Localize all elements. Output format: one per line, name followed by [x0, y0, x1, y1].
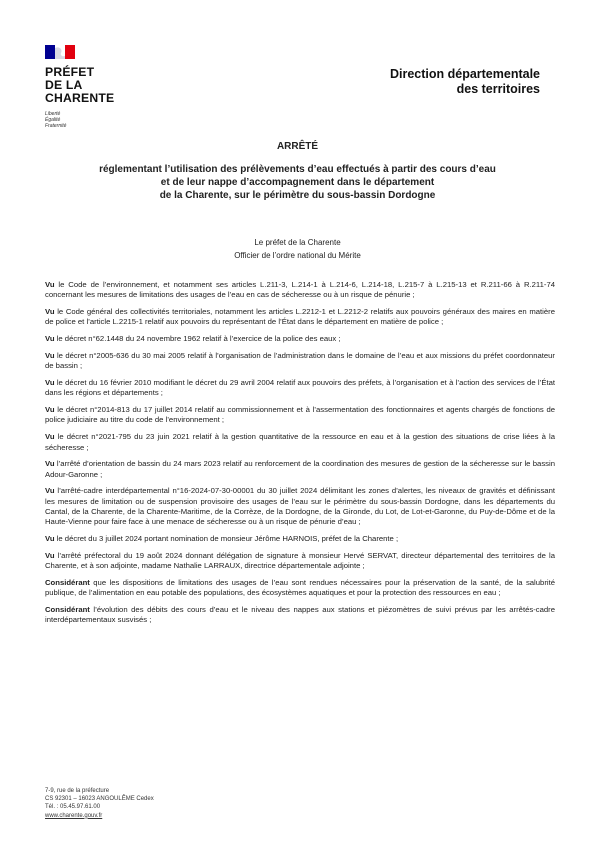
- document-subtitle: [40, 163, 555, 203]
- visa-keyword: Vu: [45, 432, 55, 442]
- issuing-direction: [390, 67, 540, 97]
- subtitle-line: de la Charente, sur le périmètre du sous-bassin Dordogne: [159, 190, 436, 202]
- considerant-text: que les dispositions de limitations des usages de l’eau sont rendues nécessaires pour la préservation de la santé, de la salubrité publique, de l’alimentation en eau potable des populations, des écosystèmes aquatiques et pour la protection des ressources en eau ;: [45, 578, 555, 598]
- visa-keyword: Vu: [45, 486, 55, 496]
- footer-address: [45, 787, 154, 820]
- motto-line: Fraternité: [45, 123, 67, 130]
- visa-text: l’arrêté préfectoral du 19 août 2024 donnant délégation de signature à monsieur Hervé SERVAT, directeur départemental des territoires de la Charente, et à son adjointe, madame Nathalie LARRAUX, directrice départementale adjointe ;: [45, 550, 555, 571]
- visa-paragraph: [45, 551, 555, 572]
- prefect-title: Le préfet de la Charente: [254, 238, 341, 247]
- visa-paragraph: [45, 280, 555, 301]
- visa-paragraph: [45, 534, 555, 544]
- visa-text: l’arrêté d’orientation de bassin du 24 mars 2023 relatif au renforcement de la coordination des mesures de gestion de la sécheresse sur le bassin Adour-Garonne ;: [45, 459, 555, 479]
- subtitle-line: réglementant l’utilisation des prélèvements d’eau effectués à partir des cours d’eau: [99, 164, 496, 175]
- considerant-keyword: Considérant: [45, 605, 90, 615]
- considerant-text: l’évolution des débits des cours d’eau et le niveau des nappes aux stations et piézomètres de suivi prévus par les arrêtés-cadre interdépartementaux susvisés ;: [45, 605, 555, 625]
- visa-keyword: Vu: [45, 350, 55, 360]
- website-link[interactable]: www.charente.gouv.fr: [45, 812, 103, 819]
- direction-line: Direction départementale: [389, 67, 540, 81]
- prefecture-line: CHARENTE: [45, 91, 115, 105]
- direction-line: des territoires: [456, 82, 540, 96]
- prefecture-line: DE LA: [45, 78, 83, 92]
- visa-text: le décret n°62.1448 du 24 novembre 1962 relatif à l’exercice de la police des eaux ;: [54, 334, 341, 344]
- visa-paragraph: [45, 351, 555, 372]
- visa-text: le décret du 3 juillet 2024 portant nomination de monsieur Jérôme HARNOIS, préfet de la Charente ;: [54, 534, 399, 544]
- visa-text: l’arrêté-cadre interdépartemental n°16-2024-07-30-00001 du 30 juillet 2024 délimitant les zones d’alertes, les niveaux de gravités et définissant les mesures de limitation ou de suspension provisoire des usages de l’eau sur le périmètre du sous-bassin Dordogne, dans les départements du Cantal, de la Charente, de la Charente-Maritime, de la Corrèze, de la Dordogne, de la Gironde, du Lot, de Lot-et-Garonne, du Puy-de-Dôme et de la Haute-Vienne pour faire face à une menace de sécheresse ou à un risque de pénurie d’eau ;: [45, 486, 555, 527]
- visa-text: le décret n°2005-636 du 30 mai 2005 relatif à l’organisation de l’administration dans le domaine de l’eau et aux missions du préfet coordonnateur de bassin ;: [45, 350, 555, 371]
- document-title: ARRÊTÉ: [276, 141, 319, 152]
- address-line: 7-9, rue de la préfecture: [45, 788, 110, 794]
- prefecture-line: PRÉFET: [45, 65, 95, 79]
- motto-line: Liberté: [45, 111, 61, 117]
- visa-paragraph: [45, 405, 555, 426]
- visa-paragraph: [45, 432, 555, 453]
- visa-keyword: Vu: [45, 534, 55, 544]
- visa-keyword: Vu: [45, 280, 55, 289]
- visa-keyword: Vu: [45, 405, 55, 415]
- subtitle-line: et de leur nappe d’accompagnement dans le département: [160, 177, 435, 189]
- prefect-signatory: [0, 237, 595, 262]
- document-body: [45, 280, 555, 632]
- visa-paragraph: [45, 378, 555, 399]
- marianne-logo-icon: [45, 45, 75, 59]
- visa-text: le Code de l’environnement, et notamment ses articles L.211-3, L.214-1 à L.214-6, L.214-18, L.215-7 à L.215-13 et R.211-66 à R.211-74 concernant les mesures de limitations des usages de l’eau en cas de sécheresse ou à un risque de pénurie ;: [45, 280, 555, 300]
- visa-text: le décret du 16 février 2010 modifiant le décret du 29 avril 2004 relatif aux pouvoirs des préfets, à l’organisation et à l’action des services de l’État dans les régions et départements ;: [45, 378, 555, 398]
- address-line: CS 92301 – 16023 ANGOULÊME Cedex: [45, 796, 154, 803]
- visa-paragraph: [45, 486, 555, 527]
- considerant-keyword: Considérant: [45, 578, 90, 588]
- visa-paragraph: [45, 307, 555, 328]
- visa-text: le décret n°2021-795 du 23 juin 2021 relatif à la gestion quantitative de la ressource en eau et à la gestion des situations de crise liées à la sécheresse ;: [45, 432, 555, 452]
- motto-line: Égalité: [45, 117, 61, 124]
- prefect-order: Officier de l’ordre national du Mérite: [234, 250, 361, 260]
- visa-keyword: Vu: [45, 550, 55, 560]
- visa-keyword: Vu: [45, 334, 55, 344]
- visa-text: le Code général des collectivités territoriales, notamment les articles L.2212-1 et L.2212-2 relatifs aux pouvoirs généraux des maires en matière de police et l’article L.2215-1 relatif aux pouvoirs du représentant de l’État dans le département en matière de police ;: [45, 307, 555, 327]
- visa-text: le décret n°2014-813 du 17 juillet 2014 relatif au commissionnement et à l’assermentation des fonctionnaires et agents chargés de fonctions de police judiciaire au titre du code de l’environnement ;: [45, 405, 555, 425]
- visa-keyword: Vu: [45, 307, 55, 317]
- visa-keyword: Vu: [45, 459, 55, 469]
- prefecture-name: [45, 66, 114, 105]
- visa-keyword: Vu: [45, 378, 55, 388]
- considerant-paragraph: [45, 578, 555, 599]
- considerant-paragraph: [45, 605, 555, 626]
- visa-paragraph: [45, 334, 555, 344]
- republic-motto: [45, 111, 66, 130]
- visa-paragraph: [45, 459, 555, 480]
- phone-line: Tél. : 05.45.97.61.00: [45, 804, 101, 811]
